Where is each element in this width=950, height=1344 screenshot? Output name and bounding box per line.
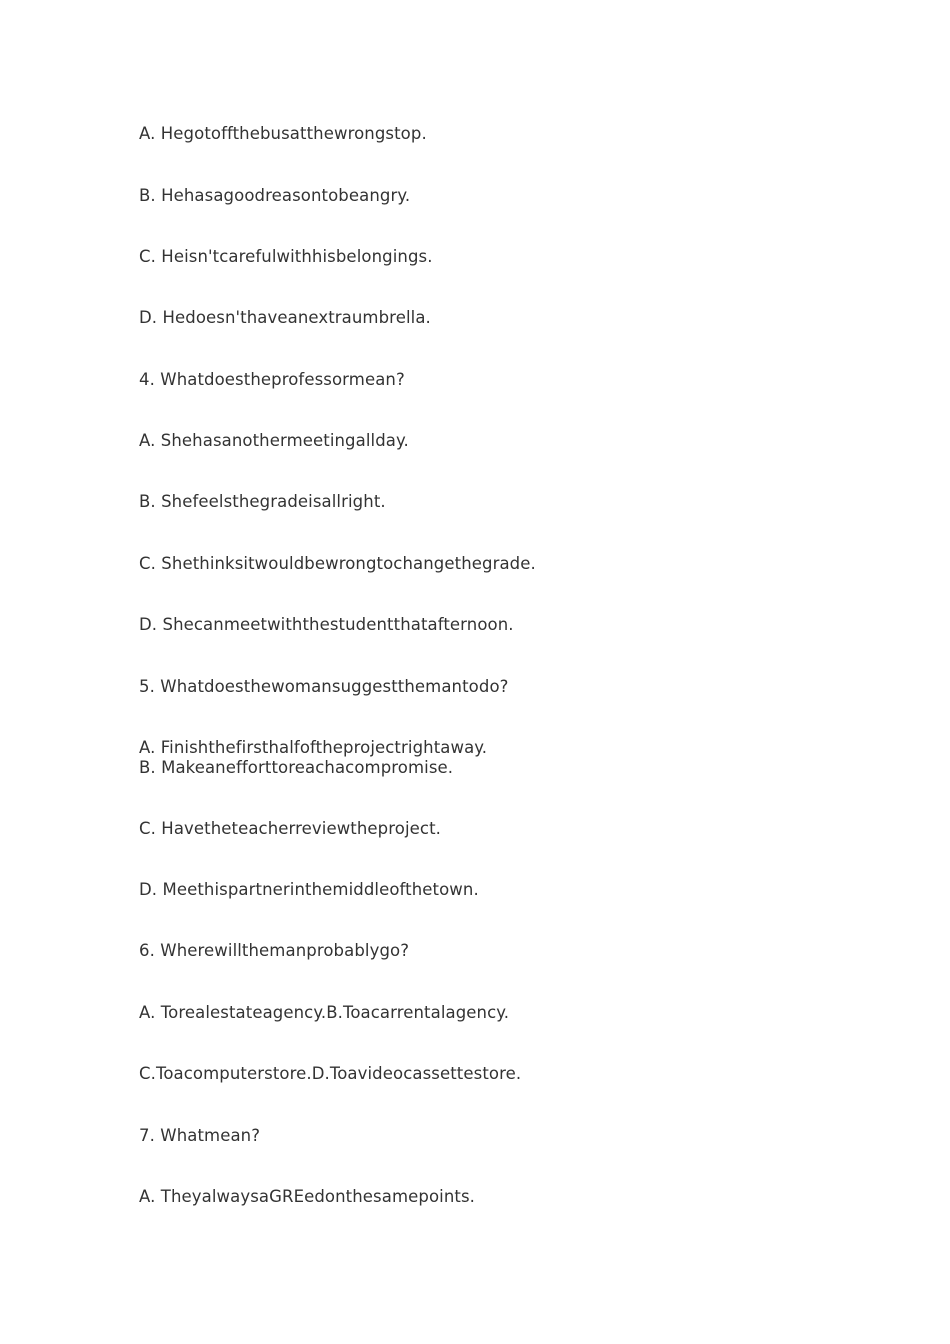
option-line: A. Finishthefirsthalfoftheprojectrightaway. bbox=[139, 738, 488, 757]
question-line: 4. Whatdoestheprofessormean? bbox=[139, 370, 405, 389]
option-line: D. Shecanmeetwiththestudentthatafternoon. bbox=[139, 615, 514, 634]
option-line: C. Havetheteacherreviewtheproject. bbox=[139, 819, 441, 838]
option-line: A. Torealestateagency.B.Toacarrentalagency. bbox=[139, 1003, 510, 1022]
option-line: C.Toacomputerstore.D.Toavideocassettestore. bbox=[139, 1064, 522, 1083]
option-line: A. TheyalwaysaGREedonthesamepoints. bbox=[139, 1187, 475, 1206]
option-line: A. Hegotoffthebusatthewrongstop. bbox=[139, 124, 427, 143]
option-line: B. Shefeelsthegradeisallright. bbox=[139, 492, 386, 511]
option-line: D. Meethispartnerinthemiddleofthetown. bbox=[139, 880, 479, 899]
option-line: C. Shethinksitwouldbewrongtochangethegrade. bbox=[139, 554, 536, 573]
option-line: D. Hedoesn'thaveanextraumbrella. bbox=[139, 308, 431, 327]
question-line: 7. Whatmean? bbox=[139, 1126, 261, 1145]
question-line: 6. Wherewillthemanprobablygo? bbox=[139, 941, 410, 960]
option-line: B. Hehasagoodreasontobeangry. bbox=[139, 186, 411, 205]
option-line: B. Makeanefforttoreachacompromise. bbox=[139, 758, 454, 777]
option-line: A. Shehasanothermeetingallday. bbox=[139, 431, 409, 450]
question-line: 5. Whatdoesthewomansuggestthemantodo? bbox=[139, 677, 509, 696]
option-line: C. Heisn'tcarefulwithhisbelongings. bbox=[139, 247, 433, 266]
